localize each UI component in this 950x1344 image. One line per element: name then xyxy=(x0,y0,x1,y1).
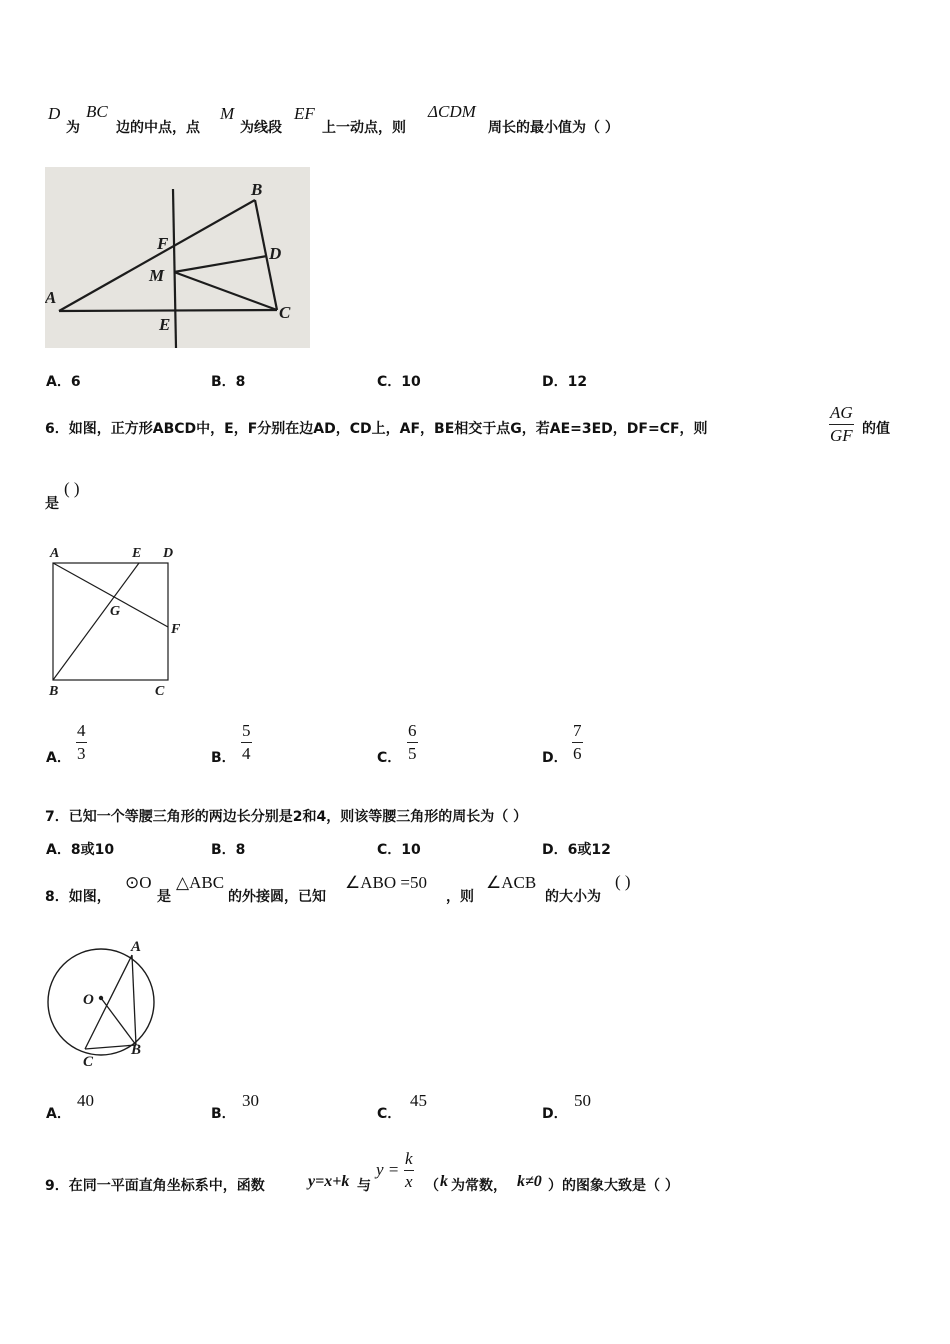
q8-option-c-letter: C． xyxy=(377,1106,402,1122)
q6-text-end: 的值 xyxy=(862,421,890,437)
q5-option-a[interactable]: A．6 xyxy=(46,374,81,390)
q8-fig-label-a: A xyxy=(131,939,142,955)
q5-fig-label-m: M xyxy=(149,266,165,285)
q8-option-a-value: 40 xyxy=(77,1091,94,1110)
q5-text-2: 边的中点，点 xyxy=(116,120,200,136)
q5-math-d: D xyxy=(48,104,61,123)
q5-math-m: M xyxy=(220,104,235,123)
q6-option-b-num: 5 xyxy=(242,721,251,740)
q8-math-angle-abo: ∠ABO =50 xyxy=(345,873,427,892)
q6-option-c-letter: C． xyxy=(377,750,402,766)
q9-math-k-ne-0: k≠0 xyxy=(517,1173,542,1190)
q6-option-d-den: 6 xyxy=(573,744,582,763)
q5-math-cdm: ΔCDM xyxy=(428,102,476,121)
q6-option-b-fraction xyxy=(241,721,252,764)
q9-text-4: 为常数， xyxy=(451,1178,507,1194)
q6-option-d-num: 7 xyxy=(573,721,582,740)
q6-frac-den: GF xyxy=(830,426,853,445)
q8-option-b-letter: B． xyxy=(211,1106,236,1122)
q6-text-line2: 是 xyxy=(45,496,59,512)
q9-math-linear: y=x+k xyxy=(308,1173,350,1190)
q8-math-circle: ⊙O xyxy=(125,873,152,892)
q7-option-a[interactable]: A．8或10 xyxy=(46,842,115,858)
q8-fig-label-o: O xyxy=(83,992,94,1008)
q9-frac-num: k xyxy=(405,1149,413,1168)
q6-option-c-fraction xyxy=(407,721,418,764)
q5-fig-label-e: E xyxy=(159,315,171,334)
q7-option-d[interactable]: D．6或12 xyxy=(542,842,611,858)
q6-option-a-fraction xyxy=(76,721,87,764)
q6-figure xyxy=(45,543,190,700)
q6-fig-label-d: D xyxy=(163,546,174,561)
q9-frac-den: x xyxy=(405,1172,413,1191)
q8-text-2: 是 xyxy=(157,889,171,905)
q9-text-3: （ xyxy=(425,1178,439,1194)
q5-option-c[interactable]: C．10 xyxy=(377,374,421,390)
q8-option-a-letter: A． xyxy=(46,1106,71,1122)
q7-option-b[interactable]: B．8 xyxy=(211,842,246,858)
q6-fig-label-f: F xyxy=(171,622,181,637)
q5-fig-label-d: D xyxy=(269,244,282,263)
q5-text-3: 为线段 xyxy=(240,120,282,136)
q6-fig-label-c: C xyxy=(155,684,165,699)
q6-option-a-num: 4 xyxy=(77,721,86,740)
q9-text-2: 与 xyxy=(357,1178,371,1194)
q6-fig-label-b: B xyxy=(49,684,59,699)
q9-fraction xyxy=(404,1149,414,1192)
q5-math-bc: BC xyxy=(86,102,108,121)
q6-fig-label-e: E xyxy=(132,546,142,561)
q8-math-triangle: △ABC xyxy=(176,873,225,892)
q8-option-d-value: 50 xyxy=(574,1091,591,1110)
q5-fig-label-b: B xyxy=(251,180,263,199)
q5-text-5: 周长的最小值为（ ） xyxy=(488,120,619,136)
q8-option-d-letter: D． xyxy=(542,1106,568,1122)
q5-fig-label-f: F xyxy=(157,234,169,253)
q5-fig-label-c: C xyxy=(279,303,291,322)
q6-answer-paren: ( ) xyxy=(64,479,80,498)
q5-option-b[interactable]: B．8 xyxy=(211,374,246,390)
q6-fraction xyxy=(829,403,854,446)
q6-option-a-letter: A． xyxy=(46,750,71,766)
q8-answer-paren: ( ) xyxy=(615,872,631,891)
q6-fig-label-a: A xyxy=(50,546,60,561)
q6-fig-label-g: G xyxy=(110,604,121,619)
q8-text-3: 的外接圆，已知 xyxy=(228,889,326,905)
q7-stem: 7．已知一个等腰三角形的两边长分别是2和4，则该等腰三角形的周长为（ ） xyxy=(45,809,528,825)
q8-option-c-value: 45 xyxy=(410,1091,427,1110)
q6-option-d-letter: D． xyxy=(542,750,568,766)
q5-math-ef: EF xyxy=(294,104,315,123)
q6-text: 6．如图，正方形ABCD中，E，F分别在边AD，CD上，AF，BE相交于点G，若AE=3ED，DF=CF，则 xyxy=(45,421,708,437)
q6-option-c-den: 5 xyxy=(408,744,417,763)
q5-text-4: 上一动点，则 xyxy=(322,120,406,136)
q6-option-c-num: 6 xyxy=(408,721,417,740)
q8-fig-label-c: C xyxy=(83,1054,94,1070)
q5-figure xyxy=(45,167,310,348)
q8-text-4: ，则 xyxy=(446,889,474,905)
q6-frac-num: AG xyxy=(830,403,853,422)
q6-option-b-den: 4 xyxy=(242,744,251,763)
q5-fig-label-a: A xyxy=(45,288,57,307)
q6-option-a-den: 3 xyxy=(77,744,86,763)
q6-option-b-letter: B． xyxy=(211,750,236,766)
q6-option-d-fraction xyxy=(572,721,583,764)
q8-text-1: 8．如图， xyxy=(45,889,111,905)
q5-option-d[interactable]: D．12 xyxy=(542,374,588,390)
q9-math-k: k xyxy=(440,1173,448,1190)
q7-option-c[interactable]: C．10 xyxy=(377,842,421,858)
q8-figure xyxy=(45,938,165,1073)
q9-text-1: 9．在同一平面直角坐标系中，函数 xyxy=(45,1178,265,1194)
q8-text-5: 的大小为 xyxy=(545,889,601,905)
q5-text-1: 为 xyxy=(66,120,80,136)
q8-option-b-value: 30 xyxy=(242,1091,259,1110)
q8-math-angle-acb: ∠ACB xyxy=(486,873,537,892)
q9-math-lhs: y = xyxy=(376,1160,400,1179)
q9-text-5: ）的图象大致是（ ） xyxy=(548,1178,679,1194)
q8-fig-label-b: B xyxy=(131,1042,142,1058)
